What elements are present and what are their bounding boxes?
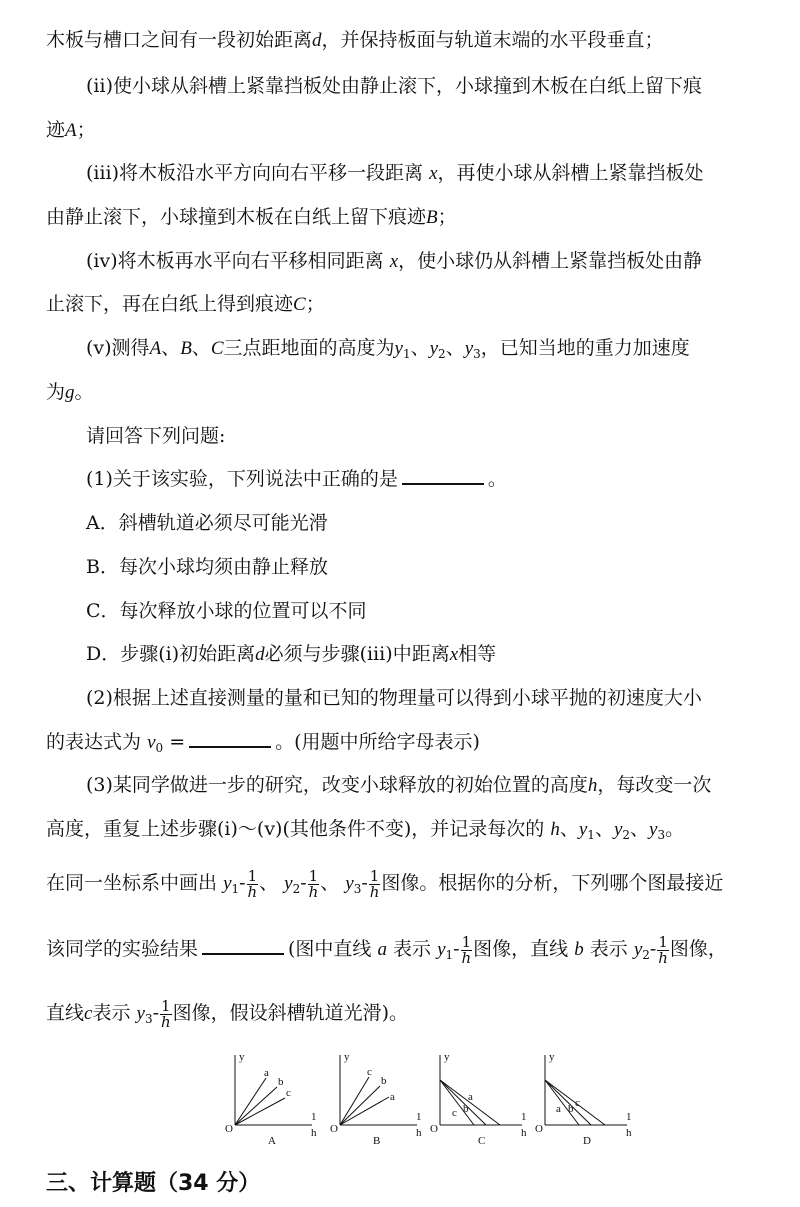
origin-label: O bbox=[535, 1123, 543, 1135]
fraction-1-over-h: $\frac{1}{h}$ bbox=[308, 866, 319, 901]
panel-label: A bbox=[268, 1135, 276, 1147]
answer-graphs bbox=[220, 1050, 640, 1150]
graph-option-c bbox=[430, 1050, 530, 1150]
text-line-18: 直线c表示 $y_3-$ $\frac{1}{h}$ 图像，假设斜槽轨道光滑)。 bbox=[46, 996, 408, 1031]
line-label-a: a bbox=[556, 1103, 561, 1115]
y-axis-label: y bbox=[344, 1051, 350, 1063]
step-4: (ⅳ)将木板再水平向右平移相同距离 x，使小球仍从斜槽上紧靠挡板处由静 bbox=[86, 250, 703, 272]
line-label-c: c bbox=[452, 1107, 457, 1119]
text-line-15: 高度，重复上述步骤(ⅰ)～(ⅴ)(其他条件不变)，并记录每次的 h、$y_1$、$y_2$、$y_3$。 bbox=[46, 818, 685, 842]
panel-label: D bbox=[583, 1135, 591, 1147]
answer-blank-1 bbox=[402, 465, 484, 485]
origin-label: O bbox=[225, 1123, 233, 1135]
step-5: (ⅴ)测得A、B、C三点距地面的高度为$y_1$、$y_2$、$y_3$，已知当地的重力加速度 bbox=[86, 337, 690, 361]
line-label-a: a bbox=[264, 1067, 269, 1079]
text-line-5: 由静止滚下，小球撞到木板在白纸上留下痕迹B； bbox=[46, 206, 457, 228]
fraction-1-over-h: $\frac{1}{h}$ bbox=[658, 932, 668, 967]
x-axis-label-num: 1 bbox=[311, 1111, 317, 1123]
line-label-b: b bbox=[568, 1103, 574, 1115]
origin-label: O bbox=[430, 1123, 438, 1135]
option-d: D．步骤(ⅰ)初始距离d必须与步骤(ⅲ)中距离x相等 bbox=[86, 643, 497, 665]
x-axis-label-den: h bbox=[626, 1127, 632, 1139]
x-axis-label-den: h bbox=[416, 1127, 422, 1139]
y-axis-label: y bbox=[444, 1051, 450, 1063]
question-2: (2)根据上述直接测量的量和已知的物理量可以得到小球平抛的初速度大小 bbox=[86, 687, 702, 709]
option-a: A．斜槽轨道必须尽可能光滑 bbox=[86, 512, 328, 534]
panel-label: B bbox=[373, 1135, 381, 1147]
line-label-b: b bbox=[278, 1076, 284, 1088]
x-axis-label-den: h bbox=[311, 1127, 317, 1139]
answer-blank-3 bbox=[202, 935, 284, 955]
text-line-9: 为g。 bbox=[46, 381, 94, 403]
step-3: (ⅲ)将木板沿水平方向向右平移一段距离 x，再使小球从斜槽上紧靠挡板处 bbox=[86, 162, 704, 184]
line-label-c: c bbox=[286, 1087, 291, 1099]
fraction-1-over-h: $\frac{1}{h}$ bbox=[247, 866, 258, 901]
text-line-17: 该同学的实验结果 (图中直线 a 表示 $y_1-$ $\frac{1}{h}$ 图像，直线 b 表示 $y_2-$ $\frac{1}{h}$ 图像， bbox=[46, 932, 727, 967]
text-line-1: 木板与槽口之间有一段初始距离d，并保持板面与轨道末端的水平段垂直； bbox=[46, 29, 664, 51]
line-label-a: a bbox=[390, 1091, 395, 1103]
text-line-7: 止滚下，再在白纸上得到痕迹C； bbox=[46, 293, 325, 315]
line-label-b: b bbox=[381, 1075, 387, 1087]
y-axis-label: y bbox=[239, 1051, 245, 1063]
section-heading: 三、计算题（34 分） bbox=[46, 1171, 261, 1196]
line-a bbox=[545, 1080, 579, 1125]
line-label-b: b bbox=[463, 1103, 469, 1115]
answer-blank-2 bbox=[189, 728, 271, 748]
graph-option-b bbox=[325, 1050, 425, 1150]
origin-label: O bbox=[330, 1123, 338, 1135]
x-axis-label-num: 1 bbox=[626, 1111, 632, 1123]
option-b: B．每次小球均须由静止释放 bbox=[86, 556, 328, 578]
line-label-c: c bbox=[367, 1066, 372, 1078]
fraction-1-over-h: $\frac{1}{h}$ bbox=[461, 932, 472, 967]
graph-option-a bbox=[220, 1050, 320, 1150]
line-label-c: c bbox=[575, 1097, 580, 1109]
question-1: (1)关于该实验，下列说法中正确的是 。 bbox=[86, 465, 770, 493]
y-axis-label: y bbox=[549, 1051, 555, 1063]
option-c: C．每次释放小球的位置可以不同 bbox=[86, 600, 367, 622]
fraction-1-over-h: $\frac{1}{h}$ bbox=[160, 996, 171, 1031]
question-prompt: 请回答下列问题: bbox=[86, 425, 226, 447]
text-line-3: 迹A； bbox=[46, 119, 96, 141]
question-3: (3)某同学做进一步的研究，改变小球释放的初始位置的高度h，每改变一次 bbox=[86, 774, 712, 796]
text-line-13: 的表达式为 $v_0$ = 。(用题中所给字母表示) bbox=[46, 728, 770, 762]
x-axis-label-num: 1 bbox=[521, 1111, 527, 1123]
graph-option-d bbox=[535, 1050, 635, 1150]
x-axis-label-num: 1 bbox=[416, 1111, 422, 1123]
text-line-16: 在同一坐标系中画出 $y_1-$ $\frac{1}{h}$ 、 $y_2-$ $\frac{1}{h}$ 、 $y_3-$ $\frac{1}{h}$ 图像。根据你的分析，下列哪个图最接近 bbox=[46, 866, 724, 901]
line-label-a: a bbox=[468, 1091, 473, 1103]
fraction-1-over-h: $\frac{1}{h}$ bbox=[369, 866, 380, 901]
x-axis-label-den: h bbox=[521, 1127, 527, 1139]
panel-label: C bbox=[478, 1135, 486, 1147]
step-2: (ⅱ)使小球从斜槽上紧靠挡板处由静止滚下，小球撞到木板在白纸上留下痕 bbox=[86, 75, 702, 97]
